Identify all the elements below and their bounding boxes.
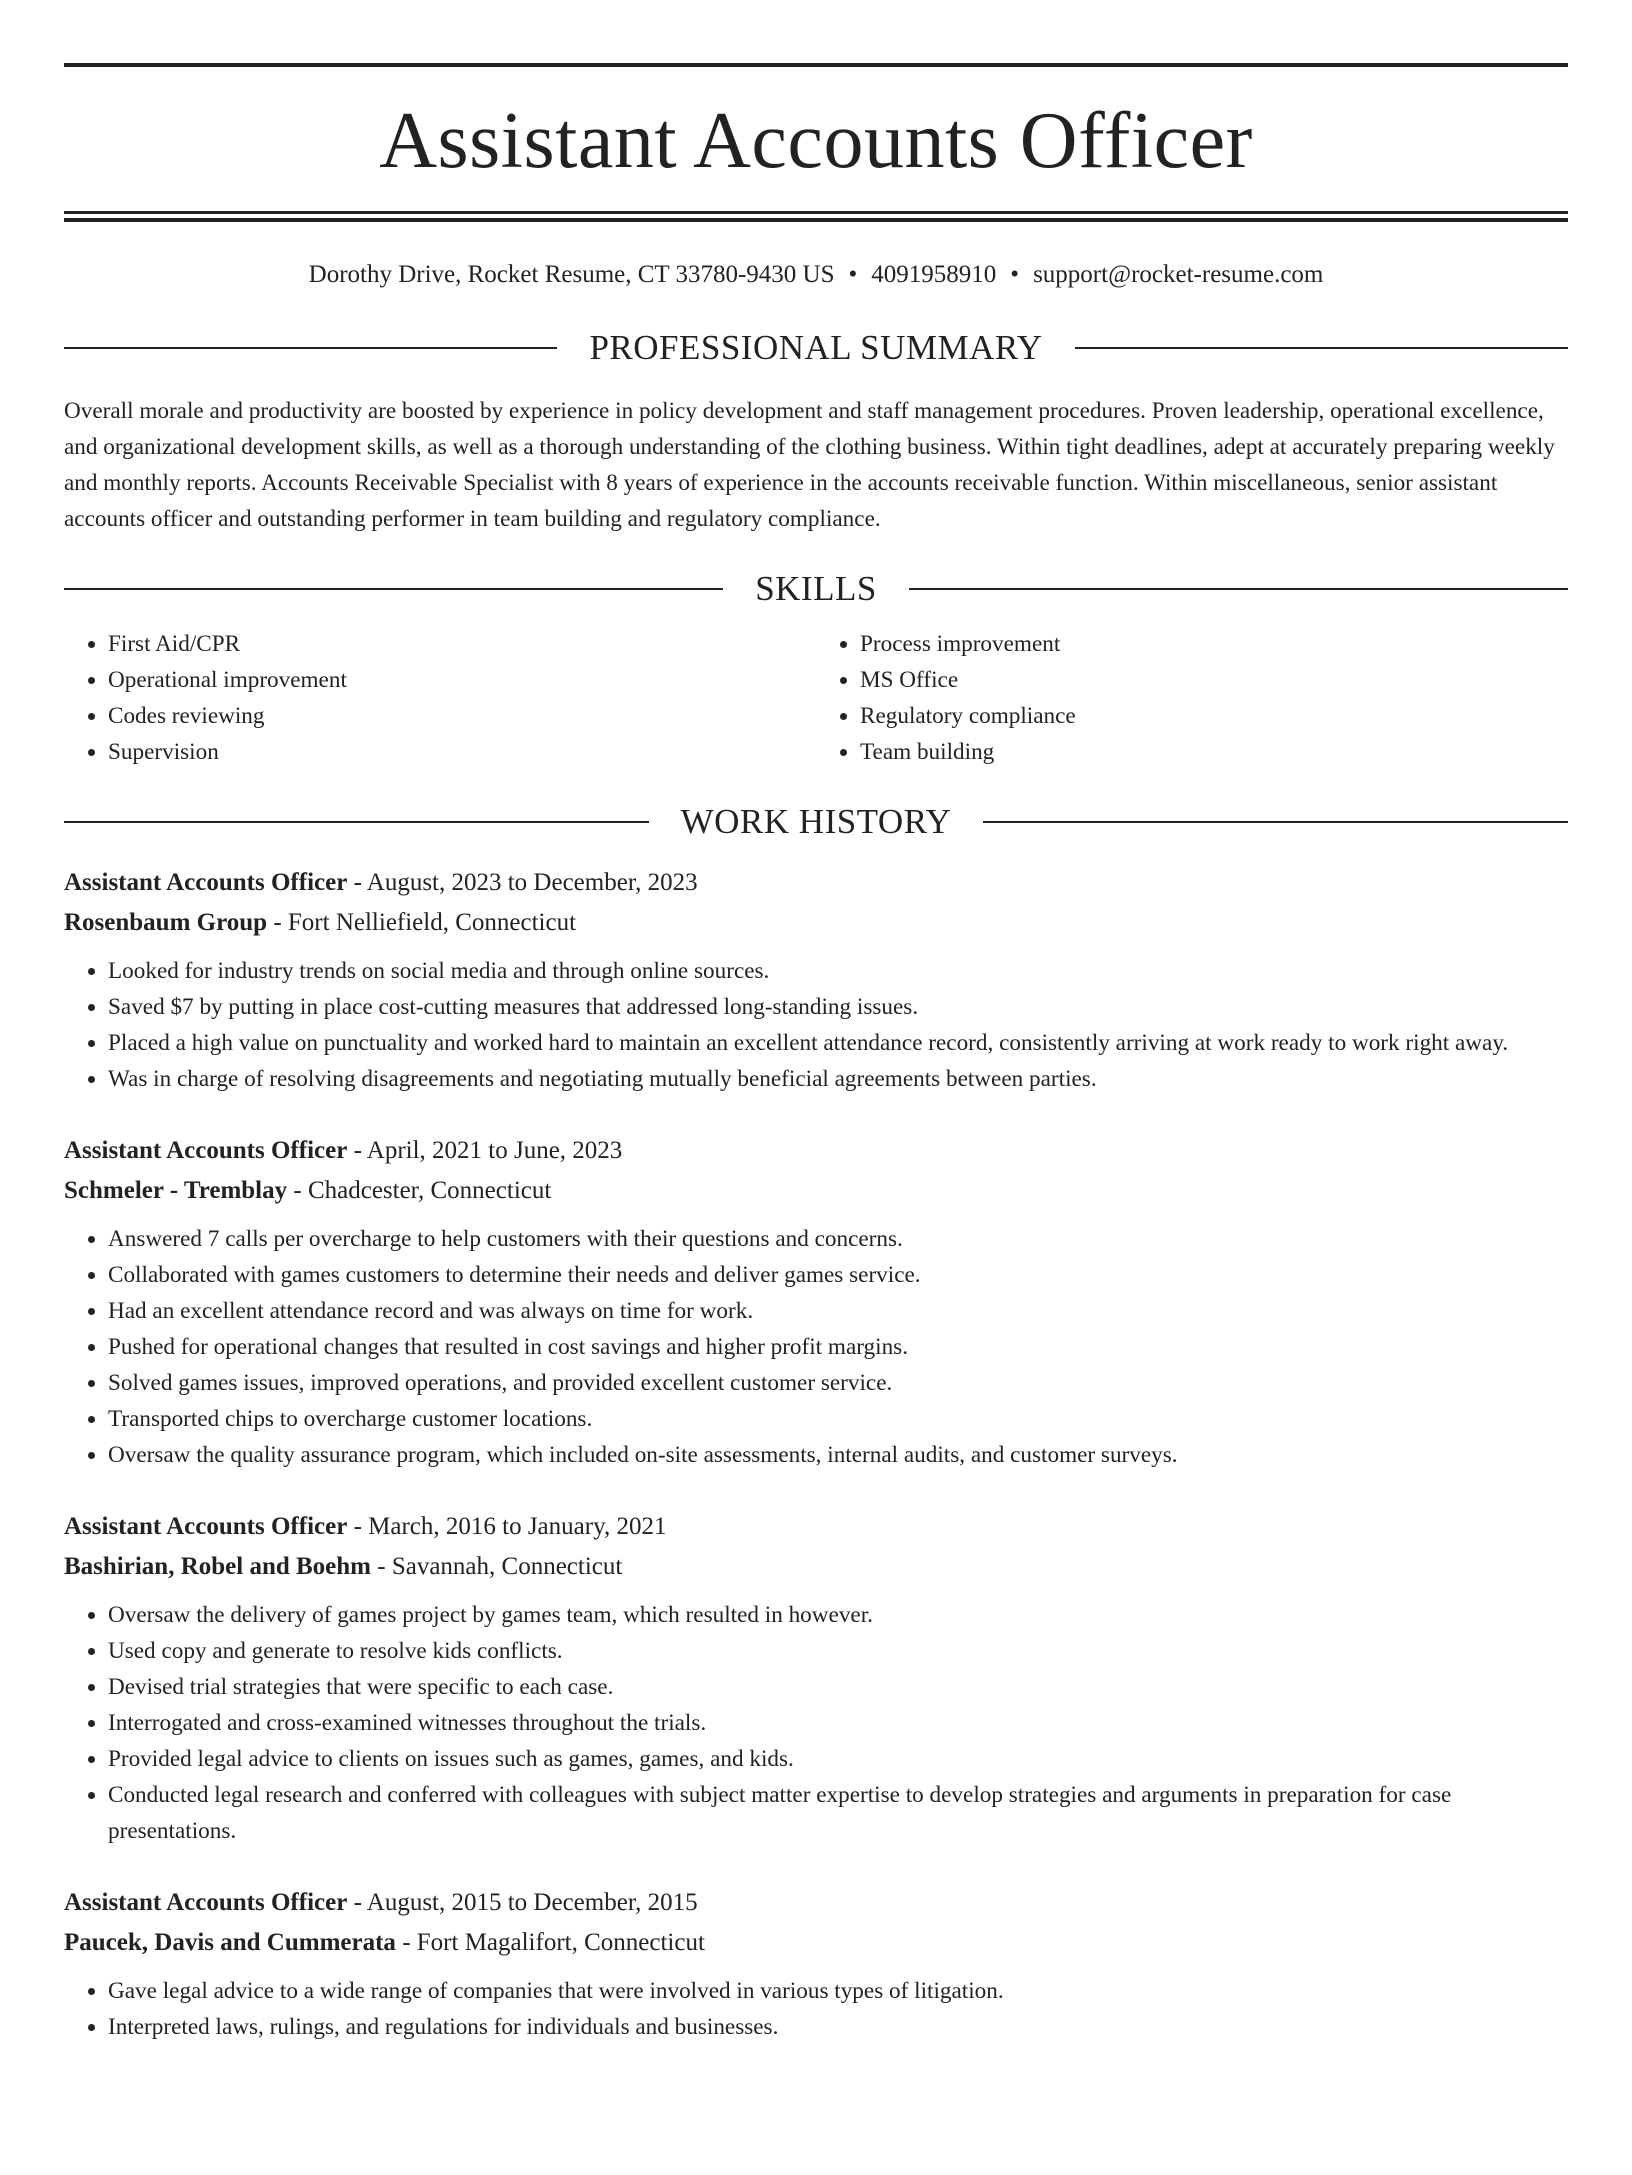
job-bullet: • Saved $7 by putting in place cost-cutting measures that addressed long-standing issues. [108, 989, 1568, 1025]
job-bullets [64, 1973, 1568, 2045]
job-company: Bashirian, Robel and Boehm [64, 1553, 372, 1580]
contact-address: Dorothy Drive, Rocket Resume, CT 33780-9430 US [308, 261, 835, 288]
job-bullet: • Had an excellent attendance record and was always on time for work. [108, 1293, 1568, 1329]
heading-rule-right [909, 588, 1568, 590]
job-title: Assistant Accounts Officer [64, 1889, 348, 1916]
job-bullet: • Pushed for operational changes that resulted in cost savings and higher profit margins. [108, 1329, 1568, 1365]
job-dates: - August, 2023 to December, 2023 [347, 869, 698, 896]
work-history-heading-label: WORK HISTORY [680, 802, 952, 841]
document-title: Assistant Accounts Officer [379, 97, 1253, 185]
job-bullet: • Transported chips to overcharge customer locations. [108, 1401, 1568, 1437]
skill-item: • Codes reviewing [108, 698, 816, 734]
job-company-line [64, 1923, 1568, 1963]
job-title: Assistant Accounts Officer [64, 1513, 348, 1540]
job-company-line [64, 903, 1568, 943]
job-bullet: • Provided legal advice to clients on issues such as games, games, and kids. [108, 1741, 1568, 1777]
heading-rule-left [64, 588, 723, 590]
heading-rule-right [983, 821, 1568, 823]
heading-rule-left [64, 347, 557, 349]
skills-list [64, 626, 1568, 770]
job-bullet: • Answered 7 calls per overcharge to help customers with their questions and concerns. [108, 1221, 1568, 1257]
job-dates: - April, 2021 to June, 2023 [347, 1137, 623, 1164]
skills-column-left [64, 626, 816, 770]
job-bullet: • Placed a high value on punctuality and worked hard to maintain an excellent attendance record, consistently arriving at work ready to work right away. [108, 1025, 1568, 1061]
job-title-line [64, 863, 1568, 903]
job-bullet: • Oversaw the delivery of games project by games team, which resulted in however. [108, 1597, 1568, 1633]
job-bullet: • Solved games issues, improved operations, and provided excellent customer service. [108, 1365, 1568, 1401]
job-company: Schmeler - Tremblay [64, 1177, 288, 1204]
job-bullet: • Interrogated and cross-examined witnesses throughout the trials. [108, 1705, 1568, 1741]
skills-column-right [816, 626, 1568, 770]
job-bullets [64, 1597, 1568, 1849]
contact-separator: • [1010, 261, 1020, 288]
job-location: - Savannah, Connecticut [371, 1553, 623, 1580]
title-double-rule [64, 211, 1568, 222]
job-title: Assistant Accounts Officer [64, 1137, 348, 1164]
skill-item: • Team building [860, 734, 1568, 770]
job-location: - Chadcester, Connecticut [287, 1177, 552, 1204]
job-dates: - March, 2016 to January, 2021 [347, 1513, 667, 1540]
job-entry [64, 1507, 1568, 1849]
job-company-line [64, 1171, 1568, 1211]
job-title-line [64, 1131, 1568, 1171]
job-company-line [64, 1547, 1568, 1587]
job-entry [64, 1131, 1568, 1473]
top-rule [64, 63, 1568, 67]
summary-heading-label: PROFESSIONAL SUMMARY [589, 328, 1043, 367]
job-location: - Fort Magalifort, Connecticut [395, 1929, 705, 1956]
job-title-line [64, 1507, 1568, 1547]
job-company: Rosenbaum Group [64, 909, 268, 936]
summary-text: Overall morale and productivity are boosted by experience in policy development and staff management procedures. Proven leadership, operational excellence, and organizational development skills, as well as a thorough understanding of the clothing business. Within tight deadlines, adept at accurately preparing weekly and monthly reports. Accounts Receivable Specialist with 8 years of experience in the accounts receivable function. Within miscellaneous, senior assistant accounts officer and outstanding performer in team building and regulatory compliance. [64, 398, 1555, 532]
contact-separator: • [848, 261, 858, 288]
summary-heading [64, 330, 1568, 365]
skill-item: • First Aid/CPR [108, 626, 816, 662]
job-entry [64, 863, 1568, 1097]
heading-rule-right [1075, 347, 1568, 349]
heading-rule-left [64, 821, 649, 823]
job-bullet: • Used copy and generate to resolve kids conflicts. [108, 1633, 1568, 1669]
contact-line [64, 260, 1568, 290]
job-bullet: • Gave legal advice to a wide range of companies that were involved in various types of litigation. [108, 1973, 1568, 2009]
skill-item: • Process improvement [860, 626, 1568, 662]
job-bullet: • Looked for industry trends on social media and through online sources. [108, 953, 1568, 989]
job-bullets [64, 953, 1568, 1097]
job-bullet: • Interpreted laws, rulings, and regulations for individuals and businesses. [108, 2009, 1568, 2045]
job-title-line [64, 1883, 1568, 1923]
job-bullets [64, 1221, 1568, 1473]
job-bullet: • Oversaw the quality assurance program, which included on-site assessments, internal audits, and customer surveys. [108, 1437, 1568, 1473]
skill-item: • Supervision [108, 734, 816, 770]
job-company: Paucek, Davis and Cummerata [64, 1929, 396, 1956]
job-bullet: • Conducted legal research and conferred with colleagues with subject matter expertise to develop strategies and arguments in preparation for case presentations. [108, 1777, 1568, 1849]
skill-item: • Operational improvement [108, 662, 816, 698]
job-dates: - August, 2015 to December, 2015 [347, 1889, 698, 1916]
job-bullet: • Was in charge of resolving disagreements and negotiating mutually beneficial agreements between parties. [108, 1061, 1568, 1097]
resume-page [0, 63, 1632, 2175]
contact-email: support@rocket-resume.com [1033, 261, 1324, 288]
contact-phone: 4091958910 [871, 261, 997, 288]
work-history-heading [64, 804, 1568, 839]
skills-heading-label: SKILLS [755, 569, 877, 608]
skill-item: • MS Office [860, 662, 1568, 698]
skills-heading [64, 571, 1568, 606]
job-entry [64, 1883, 1568, 2045]
skill-item: • Regulatory compliance [860, 698, 1568, 734]
job-bullet: • Collaborated with games customers to determine their needs and deliver games service. [108, 1257, 1568, 1293]
job-location: - Fort Nelliefield, Connecticut [267, 909, 577, 936]
job-bullet: • Devised trial strategies that were specific to each case. [108, 1669, 1568, 1705]
job-title: Assistant Accounts Officer [64, 869, 348, 896]
